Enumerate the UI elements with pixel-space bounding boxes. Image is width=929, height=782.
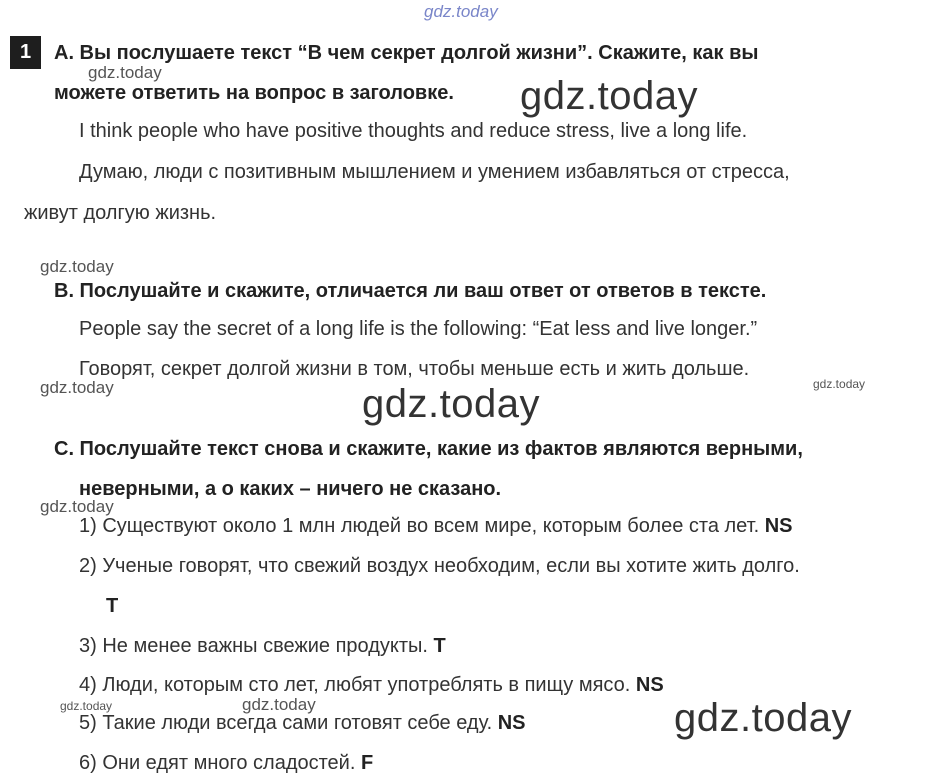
watermark-tiny: gdz.today xyxy=(60,699,113,713)
watermark-small: gdz.today xyxy=(40,497,114,516)
section-b-russian-answer: Говорят, секрет долгой жизни в том, чтобы меньше есть и жить дольше. xyxy=(79,358,750,380)
section-c-question-line2: неверными, а о каких – ничего не сказано. xyxy=(79,478,502,500)
section-a-question-line1: A. Вы послушаете текст “В чем секрет долгой жизни”. Скажите, как вы xyxy=(54,42,759,64)
section-b-question: B. Послушайте и скажите, отличается ли ваш ответ от ответов в тексте. xyxy=(54,280,767,302)
list-item xyxy=(79,674,664,697)
list-item-text: 1) Существуют около 1 млн людей во всем мире, которым более ста лет. xyxy=(79,515,760,537)
list-item-answer: T xyxy=(433,635,446,657)
section-a-question-line2: можете ответить на вопрос в заголовке. xyxy=(54,82,454,104)
watermark-small: gdz.today xyxy=(242,695,316,714)
watermark-large: gdz.today xyxy=(520,74,698,118)
section-a-russian-answer-line2: живут долгую жизнь. xyxy=(24,202,217,224)
watermark-large: gdz.today xyxy=(362,382,540,426)
list-item xyxy=(79,515,793,538)
list-item xyxy=(79,555,800,578)
section-a-russian-answer-line1: Думаю, люди с позитивным мышлением и умением избавляться от стресса, xyxy=(79,161,790,183)
exercise-number-badge: 1 xyxy=(10,36,41,69)
section-c-question-line1: C. Послушайте текст снова и скажите, какие из фактов являются верными, xyxy=(54,438,803,460)
list-item-answer: F xyxy=(360,752,374,774)
list-item-text: 3) Не менее важны свежие продукты. xyxy=(79,635,428,657)
list-item-answer: NS xyxy=(764,515,793,537)
list-item xyxy=(79,712,526,735)
list-item-answer: T xyxy=(106,595,119,617)
list-item xyxy=(79,635,446,658)
list-item-text: 2) Ученые говорят, что свежий воздух необходим, если вы хотите жить долго. xyxy=(79,555,800,577)
watermark-large: gdz.today xyxy=(674,696,852,740)
watermark-small: gdz.today xyxy=(88,63,162,82)
list-item xyxy=(79,752,373,775)
list-item-text: 4) Люди, которым сто лет, любят употреблять в пищу мясо. xyxy=(79,674,631,696)
watermark-small: gdz.today xyxy=(40,378,114,397)
watermark-small: gdz.today xyxy=(40,257,114,276)
list-item-answer: NS xyxy=(497,712,526,734)
list-item-answer: NS xyxy=(635,674,664,696)
section-b-english-answer: People say the secret of a long life is the following: “Eat less and live longer.” xyxy=(79,318,758,340)
list-item-text: 6) Они едят много сладостей. xyxy=(79,752,356,774)
watermark-tiny: gdz.today xyxy=(813,377,866,391)
list-item-text: 5) Такие люди всегда сами готовят себе еду. xyxy=(79,712,493,734)
section-a-english-answer: I think people who have positive thoughts and reduce stress, live a long life. xyxy=(79,120,748,142)
watermark-top: gdz.today xyxy=(424,2,498,21)
